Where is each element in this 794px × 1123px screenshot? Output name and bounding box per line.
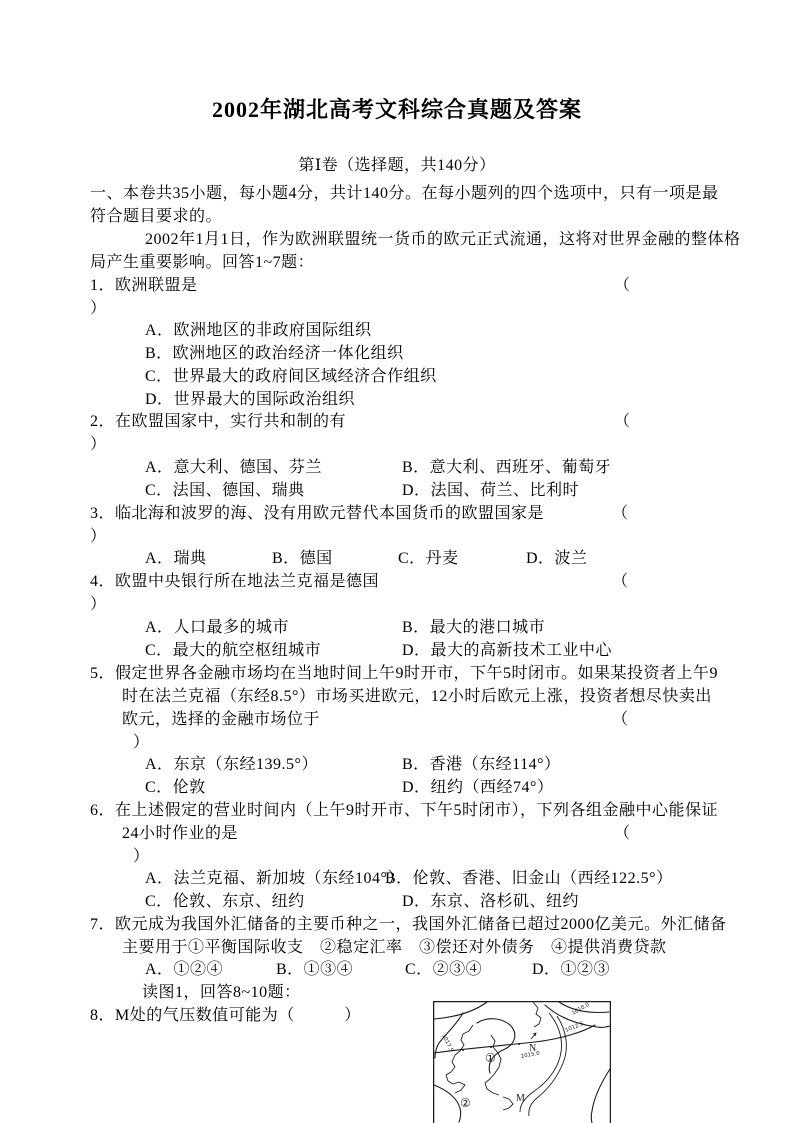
q7-stem-line-1: 7．欧元成为我国外汇储备的主要币种之一，我国外汇储备已超过2000亿美元。外汇储备 bbox=[90, 916, 727, 933]
q4-open-paren: （ bbox=[612, 573, 629, 590]
q3-option-b: B．德国 bbox=[272, 550, 333, 567]
region-label-1-icon: ① bbox=[485, 1051, 496, 1065]
q2-open-paren: （ bbox=[614, 413, 631, 430]
instructions-line-2: 符合题目要求的。 bbox=[90, 208, 223, 225]
isobar-label-1010: 1010.0 bbox=[571, 1001, 591, 1017]
q3-option-c: C．丹麦 bbox=[398, 550, 459, 567]
q1-close-paren: ） bbox=[90, 300, 107, 317]
q1-stem: 1．欧洲联盟是 bbox=[90, 277, 198, 294]
q2-option-a: A．意大利、德国、芬兰 bbox=[145, 459, 323, 476]
front-pip bbox=[490, 1046, 492, 1048]
coastline-hokkaido bbox=[533, 1002, 541, 1027]
region-label-2-icon: ② bbox=[460, 1096, 471, 1110]
q6-stem-line-1: 6．在上述假定的营业时间内（上午9时开市、下午5时闭市），下列各组金融中心能保证 bbox=[90, 802, 719, 819]
point-label-m: M bbox=[516, 1093, 525, 1104]
coastline-japan-east bbox=[529, 1016, 567, 1116]
q5-option-c: C．伦敦 bbox=[145, 779, 206, 796]
q5-close-paren: ） bbox=[133, 734, 150, 751]
q4-option-c: C．最大的航空枢纽城市 bbox=[145, 642, 322, 659]
q3-open-paren: （ bbox=[612, 505, 629, 522]
weather-map-svg bbox=[433, 1001, 611, 1123]
front-pip bbox=[518, 1043, 520, 1045]
q5-option-b: B．香港（东经114°） bbox=[402, 756, 561, 773]
q4-close-paren: ） bbox=[90, 596, 107, 613]
q5-stem-line-1: 5．假定世界各金融市场均在当地时间上午9时开市，下午5时闭市。如果某投资者上午9 bbox=[90, 665, 719, 682]
coastline-mainland bbox=[446, 1025, 473, 1093]
q1-option-b: B．欧洲地区的政治经济一体化组织 bbox=[145, 345, 404, 362]
q3-option-a: A．瑞典 bbox=[145, 550, 207, 567]
q3-close-paren: ） bbox=[90, 528, 107, 545]
q1-option-c: C．世界最大的政府间区域经济合作组织 bbox=[145, 368, 437, 385]
section-heading: 第Ⅰ卷（选择题，共140分） bbox=[298, 157, 496, 174]
q5-stem-line-2: 时在法兰克福（东经8.5°）市场买进欧元，12小时后欧元上涨，投资者想尽快卖出 bbox=[122, 688, 712, 705]
passage-line-2: 局产生重要影响。回答1~7题： bbox=[90, 254, 315, 271]
passage-line-1: 2002年1月1日，作为欧洲联盟统一货币的欧元正式流通，这将对世界金融的整体格 bbox=[145, 231, 741, 248]
q7-stem-line-2: 主要用于①平衡国际收支 ②稳定汇率 ③偿还对外债务 ④提供消费贷款 bbox=[122, 939, 667, 956]
q2-option-d: D．法国、荷兰、比利时 bbox=[402, 482, 580, 499]
q6-open-paren: （ bbox=[614, 825, 631, 842]
q7-option-a: A．①②④ bbox=[145, 961, 224, 978]
q6-option-c: C．伦敦、东京、纽约 bbox=[145, 893, 305, 910]
q5-option-a: A．东京（东经139.5°） bbox=[145, 756, 318, 773]
figure-1-weather-map bbox=[433, 1001, 611, 1123]
q6-stem-line-2: 24小时作业的是 bbox=[122, 825, 239, 842]
q6-option-b: B．伦敦、香港、旧金山（西经122.5°） bbox=[385, 870, 673, 887]
q2-option-c: C．法国、德国、瑞典 bbox=[145, 482, 305, 499]
q4-option-b: B．最大的港口城市 bbox=[402, 619, 546, 636]
isobar-path bbox=[591, 1069, 610, 1123]
coastline-island bbox=[503, 1097, 513, 1110]
q5-option-d: D．纽约（西经74°） bbox=[402, 779, 554, 796]
isobar-label-1012: 1012.5 bbox=[564, 1021, 585, 1034]
read-figure-note: 读图1，回答8~10题： bbox=[142, 984, 301, 1001]
q7-option-c: C．②③④ bbox=[405, 961, 483, 978]
isobar-label-1017: 1017.5 bbox=[440, 1033, 455, 1054]
front-pip bbox=[462, 1049, 464, 1051]
wind-arrow bbox=[531, 1033, 536, 1039]
q2-stem: 2．在欧盟国家中，实行共和制的有 bbox=[90, 413, 347, 430]
q5-stem-line-3: 欧元，选择的金融市场位于 bbox=[122, 711, 321, 728]
q6-option-d: D．东京、洛杉矶、纽约 bbox=[402, 893, 580, 910]
isobar-path bbox=[434, 1085, 461, 1122]
coastline-japan-west bbox=[520, 1013, 562, 1112]
q7-option-d: D．①②③ bbox=[532, 961, 611, 978]
q4-option-d: D．最大的高新技术工业中心 bbox=[402, 642, 613, 659]
q4-option-a: A．人口最多的城市 bbox=[145, 619, 290, 636]
coastline-korea bbox=[485, 1035, 501, 1095]
q1-open-paren: （ bbox=[614, 277, 631, 294]
q8-stem: 8．M处的气压数值可能为（ ） bbox=[90, 1007, 361, 1024]
q2-close-paren: ） bbox=[90, 436, 107, 453]
q4-stem: 4．欧盟中央银行所在地法兰克福是德国 bbox=[90, 573, 380, 590]
q5-open-paren: （ bbox=[612, 711, 629, 728]
q1-option-d: D．世界最大的国际政治组织 bbox=[145, 391, 356, 408]
q1-option-a: A．欧洲地区的非政府国际组织 bbox=[145, 322, 372, 339]
q7-option-b: B．①③④ bbox=[276, 961, 354, 978]
q6-close-paren: ） bbox=[133, 848, 150, 865]
q3-option-d: D．波兰 bbox=[526, 550, 588, 567]
point-label-n: N bbox=[529, 1043, 537, 1054]
q6-option-a: A．法兰克福、新加坡（东经104°） bbox=[145, 870, 404, 887]
doc-title: 2002年湖北高考文科综合真题及答案 bbox=[211, 97, 582, 122]
q2-option-b: B．意大利、西班牙、葡萄牙 bbox=[402, 459, 612, 476]
q3-stem: 3．临北海和波罗的海、没有用欧元替代本国货币的欧盟国家是 bbox=[90, 505, 545, 522]
isobar-label-1015: 1015.0 bbox=[520, 1050, 541, 1060]
instructions-line-1: 一、本卷共35小题，每小题4分，共计140分。在每小题列的四个选项中，只有一项是最 bbox=[90, 185, 719, 202]
